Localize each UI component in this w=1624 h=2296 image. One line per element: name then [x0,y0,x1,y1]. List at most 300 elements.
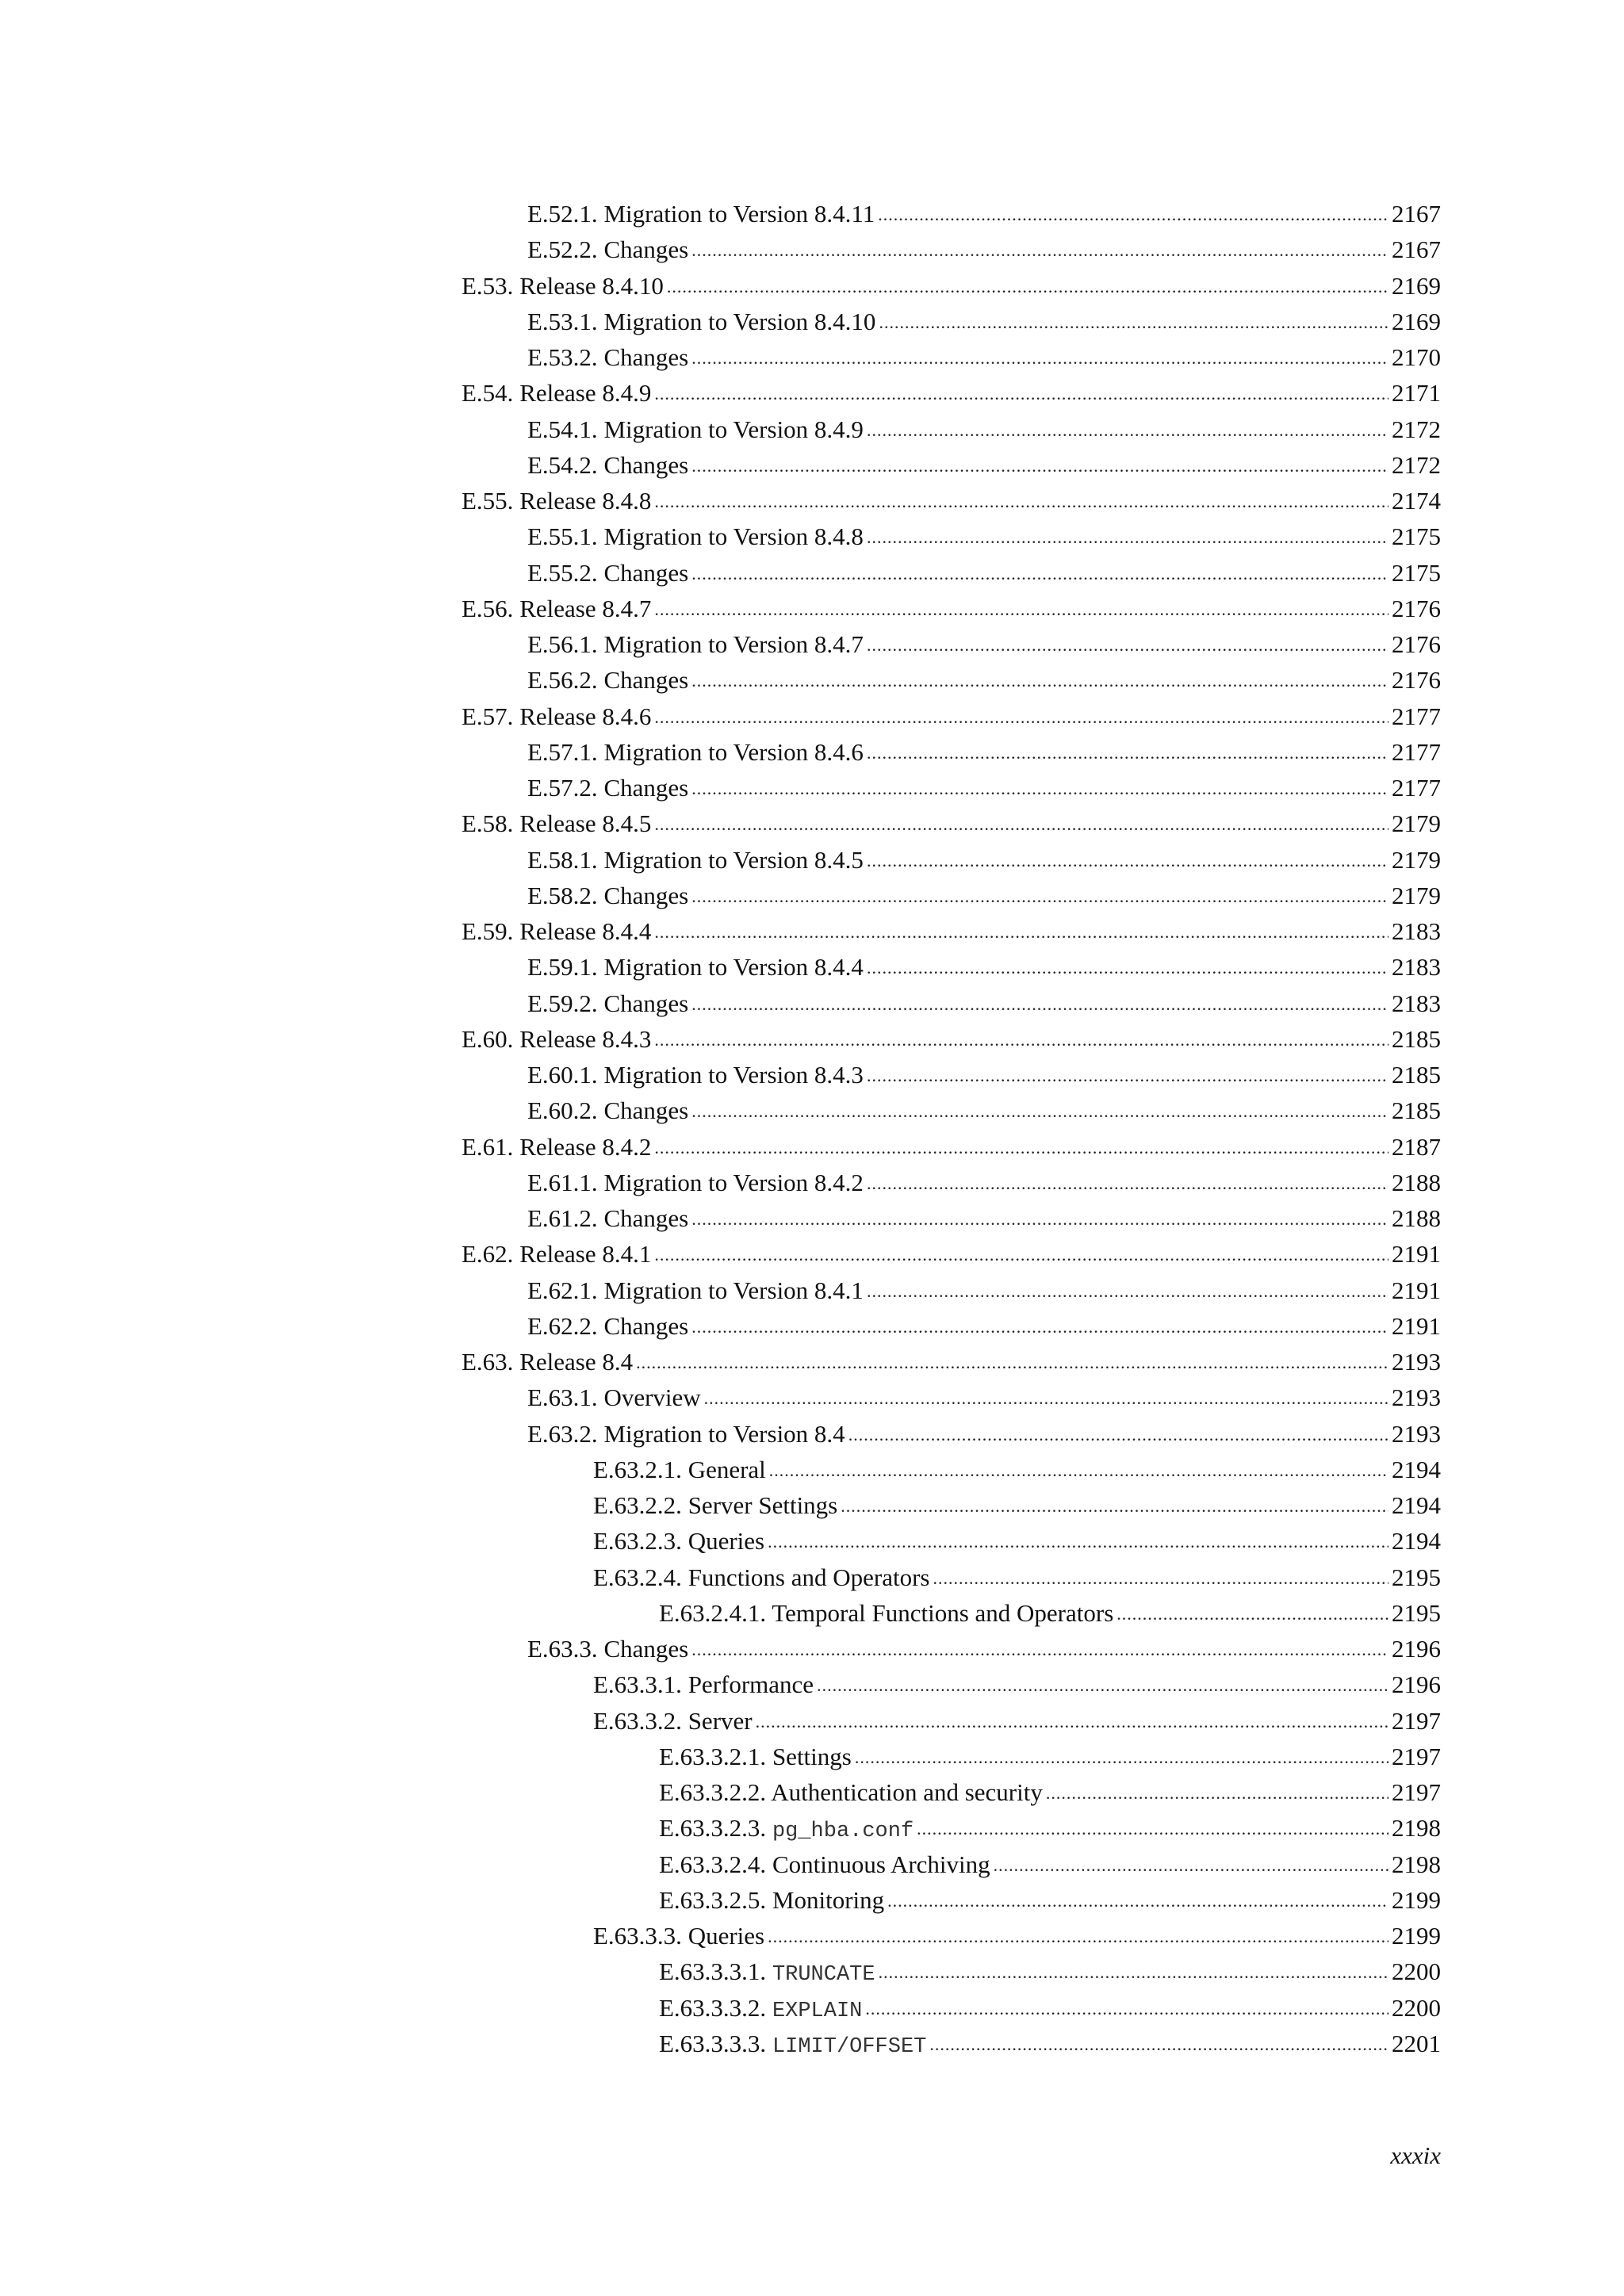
toc-entry[interactable] [527,448,1441,483]
toc-entry-title: Migration to Version 8.4.10 [603,308,876,335]
toc-entry-label [462,591,651,626]
toc-entry-number: E.63.3.2.2. [659,1778,767,1806]
dot-leader [867,1166,1388,1201]
dot-leader [879,305,1388,340]
toc-entry-label [462,914,651,949]
toc-entry-title: Migration to Version 8.4.3 [603,1061,864,1089]
toc-entry-label [527,1273,864,1308]
toc-entry[interactable] [462,914,1441,949]
toc-entry-page: 2183 [1392,953,1441,981]
toc-entry-title: Overview [603,1383,701,1411]
toc-entry-number: E.61.2. [527,1204,598,1232]
toc-entry-label [593,1452,766,1487]
toc-entry-title: Migration to Version 8.4.9 [603,415,864,443]
toc-entry[interactable] [527,735,1441,770]
dot-leader [855,1740,1388,1775]
dot-leader [654,592,1388,627]
toc-entry[interactable] [659,1596,1441,1631]
toc-entry-number: E.61. [462,1133,514,1161]
toc-entry-page: 2185 [1392,1061,1441,1089]
toc-entry-page: 2171 [1392,379,1441,407]
toc-entry[interactable] [593,1488,1441,1523]
toc-entry-label [527,1058,864,1093]
toc-entry-number: E.63. [462,1348,514,1376]
toc-entry-page: 2170 [1392,343,1441,371]
toc-entry[interactable] [462,1237,1441,1272]
toc-entry-label [593,1667,814,1702]
dot-leader [867,951,1388,985]
toc-entry-title: Release 8.4.6 [519,702,652,730]
toc-entry-title: Migration to Version 8.4.11 [603,200,875,228]
toc-entry-page: 2176 [1392,666,1441,694]
toc-entry-page: 2194 [1392,1456,1441,1483]
dot-leader [917,1812,1388,1846]
toc-entry-label [527,663,688,698]
toc-entry[interactable] [593,1919,1441,1954]
toc-entry-title: Queries [688,1527,765,1555]
dot-leader [878,197,1388,232]
toc-entry-number: E.52.1. [527,200,598,228]
toc-entry-page: 2196 [1392,1635,1441,1663]
toc-entry-page: 2176 [1392,630,1441,658]
toc-entry-number: E.55.2. [527,559,598,587]
toc-entry-number: E.59.2. [527,989,598,1017]
toc-entry-label [527,1201,688,1236]
toc-entry[interactable] [527,304,1441,339]
toc-entry-page: 2200 [1392,1957,1441,1985]
toc-entry-page: 2197 [1392,1707,1441,1735]
toc-entry-title: Settings [772,1743,852,1770]
toc-entry-page: 2191 [1392,1240,1441,1268]
toc-entry[interactable] [527,843,1441,878]
toc-entry-label [593,1704,753,1739]
toc-entry-number: E.55.1. [527,522,598,550]
toc-entry-title: General [688,1456,766,1483]
toc-entry-number: E.52.2. [527,235,598,263]
dot-leader [654,1131,1388,1165]
toc-entry[interactable] [593,1667,1441,1702]
dot-leader [867,413,1388,448]
dot-leader [654,807,1388,842]
toc-entry-page: 2169 [1392,308,1441,335]
toc-entry-number: E.63.3.2.4. [659,1850,767,1878]
toc-entry[interactable] [659,2026,1441,2061]
dot-leader [636,1345,1388,1380]
toc-entry-label [659,1775,1043,1810]
dot-leader [654,1238,1388,1272]
toc-entry[interactable] [527,663,1441,698]
toc-entry-title: Changes [603,989,689,1017]
toc-entry-page: 2167 [1392,200,1441,228]
dot-leader [691,233,1388,268]
toc-entry-label [527,1417,845,1452]
toc-entry-label [527,556,688,591]
toc-entry-title: Server [688,1707,753,1735]
toc-entry[interactable] [527,1058,1441,1093]
dot-leader [691,771,1388,806]
toc-entry[interactable] [527,986,1441,1021]
toc-entry-title: Changes [603,666,689,694]
toc-entry-page: 2199 [1392,1922,1441,1950]
toc-entry-label [527,1165,864,1200]
toc-entry-number: E.54.1. [527,415,598,443]
dot-leader [691,879,1388,914]
toc-entry-label [527,1093,688,1128]
dot-leader [994,1848,1388,1883]
toc-entry-page: 2176 [1392,595,1441,622]
toc-entry[interactable] [527,340,1441,375]
toc-entry[interactable] [527,556,1441,591]
dot-leader [841,1489,1388,1524]
dot-leader [654,484,1388,519]
toc-entry-label [527,1632,688,1667]
dot-leader [1116,1597,1388,1632]
dot-leader [691,1094,1388,1129]
toc-entry-title: Release 8.4.8 [519,487,652,515]
toc-entry-page: 2185 [1392,1096,1441,1124]
page-number: xxxix [1390,2141,1441,2169]
toc-entry-title: Changes [603,774,689,802]
toc-entry-page: 2193 [1392,1383,1441,1411]
toc-entry-title: Release 8.4.5 [519,809,652,837]
toc-entry-page: 2191 [1392,1276,1441,1304]
toc-entry[interactable] [527,1201,1441,1236]
toc-entry-number: E.62. [462,1240,514,1268]
toc-entry-label [659,1991,862,2029]
toc-entry[interactable] [659,1883,1441,1918]
toc-entry[interactable] [593,1704,1441,1739]
toc-entry-label [527,340,688,375]
dot-leader [654,377,1388,411]
toc-entry-title: Release 8.4.2 [519,1133,652,1161]
toc-entry-label [527,412,864,447]
toc-entry-title: TRUNCATE [772,1963,875,1987]
toc-entry-number: E.61.1. [527,1169,598,1196]
toc-entry-number: E.54.2. [527,451,598,479]
toc-entry-number: E.58.1. [527,846,598,874]
toc-entry-title: pg_hba.conf [772,1820,914,1843]
toc-entry-label [527,1309,688,1344]
toc-entry-label [527,448,688,483]
toc-entry-page: 2191 [1392,1312,1441,1340]
toc-entry-number: E.56.2. [527,666,598,694]
dot-leader [654,915,1388,950]
toc-entry-title: Release 8.4.9 [519,379,652,407]
dot-leader [867,628,1388,663]
toc-entry[interactable] [659,1847,1441,1882]
toc-entry-page: 2194 [1392,1491,1441,1519]
dot-leader [867,1274,1388,1309]
toc-entry-label [527,771,688,806]
toc-entry[interactable] [527,197,1441,232]
toc-entry-title: Changes [603,235,689,263]
toc-entry-label [462,1022,651,1057]
toc-entry-page: 2183 [1392,989,1441,1017]
toc-entry-page: 2201 [1392,2030,1441,2057]
toc-entry[interactable] [527,1093,1441,1128]
toc-entry-label [462,269,664,304]
toc-entry[interactable] [462,1130,1441,1165]
toc-entry-label [593,1488,837,1523]
toc-entry-number: E.53.1. [527,308,598,335]
toc-entry[interactable] [527,1309,1441,1344]
toc-entry-title: Authentication and security [771,1778,1043,1806]
dot-leader [691,449,1388,484]
dot-leader [929,2027,1388,2062]
toc-entry-page: 2172 [1392,415,1441,443]
toc-entry[interactable] [462,269,1441,304]
toc-entry-number: E.55. [462,487,514,515]
toc-entry-number: E.63.2.4.1. [659,1599,767,1627]
toc-entry-title: Release 8.4.3 [519,1025,652,1053]
toc-entry-page: 2183 [1392,917,1441,945]
toc-entry-label [527,304,875,339]
toc-entry-title: Changes [603,343,689,371]
toc-entry-number: E.63.2.3. [593,1527,682,1555]
toc-entry-number: E.57.1. [527,738,598,766]
toc-entry[interactable] [462,1022,1441,1057]
toc-entry[interactable] [527,1380,1441,1415]
dot-leader [887,1884,1388,1919]
toc-entry[interactable] [527,950,1441,985]
toc-entry-number: E.53. [462,272,514,300]
dot-leader [848,1418,1388,1452]
toc-entry-title: Queries [688,1922,765,1950]
toc-entry-label [593,1524,764,1559]
toc-entry-number: E.63.3.1. [593,1670,682,1698]
toc-entry-page: 2187 [1392,1133,1441,1161]
toc-entry-label [462,1345,633,1380]
toc-entry-page: 2197 [1392,1743,1441,1770]
dot-leader [879,1955,1388,1990]
toc-entry-title: Migration to Version 8.4.1 [603,1276,864,1304]
toc-entry-title: Changes [603,559,689,587]
toc-entry-number: E.63.2.4. [593,1563,682,1591]
toc-entry[interactable] [527,771,1441,806]
toc-entry-label [462,1130,651,1165]
dot-leader [817,1668,1388,1703]
toc-entry-number: E.54. [462,379,514,407]
toc-entry-number: E.60. [462,1025,514,1053]
toc-entry-label [527,519,864,554]
toc-entry-title: Migration to Version 8.4.5 [603,846,864,874]
toc-entry-label [462,1237,651,1272]
toc-entry-title: Migration to Version 8.4.2 [603,1169,864,1196]
dot-leader [933,1561,1388,1596]
toc-entry[interactable] [659,1991,1441,2026]
toc-entry-number: E.56.1. [527,630,598,658]
dot-leader [654,1023,1388,1058]
toc-entry-title: Migration to Version 8.4.6 [603,738,864,766]
toc-entry-label [527,627,864,662]
toc-entry-number: E.59.1. [527,953,598,981]
toc-entry-title: Functions and Operators [688,1563,930,1591]
toc-entry[interactable] [527,1273,1441,1308]
toc-entry-page: 2196 [1392,1670,1441,1698]
toc-entry-label [593,1919,764,1954]
toc-entry-title: LIMIT/OFFSET [772,2035,927,2059]
toc-entry-title: Changes [603,1204,689,1232]
toc-entry-page: 2197 [1392,1778,1441,1806]
toc-entry-title: Temporal Functions and Operators [772,1599,1114,1627]
toc-entry-label [659,1739,852,1774]
dot-leader [691,1310,1388,1345]
dot-leader [691,1202,1388,1237]
toc-entry-number: E.63.3.3. [593,1922,682,1950]
dot-leader [704,1381,1388,1416]
toc-entry-label [527,843,864,878]
toc-entry-title: Release 8.4.4 [519,917,652,945]
toc-entry[interactable] [593,1452,1441,1487]
toc-entry-title: Migration to Version 8.4.8 [603,522,864,550]
toc-entry-page: 2177 [1392,774,1441,802]
toc-entry-label [527,986,688,1021]
toc-entry-number: E.57. [462,702,514,730]
dot-leader [768,1919,1388,1954]
dot-leader [691,341,1388,376]
toc-entry-page: 2193 [1392,1348,1441,1376]
toc-entry-number: E.57.2. [527,774,598,802]
toc-entry-title: Migration to Version 8.4 [603,1420,845,1448]
toc-entry-page: 2185 [1392,1025,1441,1053]
toc-entry-title: Performance [688,1670,814,1698]
dot-leader [756,1705,1388,1739]
toc-entry[interactable] [659,1811,1441,1846]
toc-entry[interactable] [462,699,1441,734]
toc-entry-label [659,1954,875,1992]
toc-entry-label [527,1380,701,1415]
toc-entry[interactable] [659,1775,1441,1810]
toc-entry-page: 2174 [1392,487,1441,515]
dot-leader [691,664,1388,698]
toc-entry-label [659,1811,914,1849]
toc-entry-page: 2193 [1392,1420,1441,1448]
toc-entry-number: E.59. [462,917,514,945]
toc-entry-page: 2194 [1392,1527,1441,1555]
toc-entry[interactable] [593,1560,1441,1595]
toc-entry-title: Server Settings [688,1491,838,1519]
toc-entry[interactable] [462,591,1441,626]
toc-entry-page: 2199 [1392,1886,1441,1914]
toc-entry[interactable] [527,627,1441,662]
toc-entry-page: 2198 [1392,1850,1441,1878]
dot-leader [654,700,1388,735]
toc-entry-page: 2188 [1392,1204,1441,1232]
toc-entry-label [659,2026,926,2064]
toc-entry-label [462,484,651,519]
toc-entry-page: 2177 [1392,702,1441,730]
toc-entry-label [593,1560,929,1595]
toc-entry[interactable] [462,1345,1441,1380]
toc-entry-title: Release 8.4.10 [519,272,664,300]
toc-entry-label [527,878,688,913]
toc-entry-label [659,1883,884,1918]
toc-entry[interactable] [659,1739,1441,1774]
toc-entry-number: E.63.1. [527,1383,598,1411]
toc-entry-title: Changes [603,451,689,479]
dot-leader [768,1525,1388,1559]
toc-entry-number: E.58. [462,809,514,837]
toc-entry-label [462,376,651,411]
toc-entry-number: E.58.2. [527,882,598,909]
toc-entry[interactable] [527,232,1441,267]
dot-leader [867,1058,1388,1093]
toc-entry-page: 2179 [1392,846,1441,874]
toc-entry[interactable] [593,1524,1441,1559]
toc-entry-number: E.56. [462,595,514,622]
dot-leader [667,270,1388,304]
dot-leader [867,844,1388,878]
toc-entry-title: EXPLAIN [772,1999,863,2023]
toc-entry[interactable] [527,519,1441,554]
toc-entry-title: Migration to Version 8.4.7 [603,630,864,658]
toc-entry-number: E.63.3.2. [593,1707,682,1735]
toc-entry-title: Release 8.4 [519,1348,634,1376]
toc-entry[interactable] [462,484,1441,519]
toc-entry-page: 2198 [1392,1814,1441,1842]
toc-entry-label [462,699,651,734]
toc-entry-number: E.60.1. [527,1061,598,1089]
toc-entry-page: 2169 [1392,272,1441,300]
toc-entry-number: E.63.2.2. [593,1491,682,1519]
toc-entry-number: E.53.2. [527,343,598,371]
toc-entry[interactable] [527,878,1441,913]
toc-entry-page: 2179 [1392,882,1441,909]
dot-leader [691,987,1388,1022]
toc-entry-number: E.63.3.2.3. [659,1814,767,1842]
toc-entry-title: Release 8.4.1 [519,1240,652,1268]
dot-leader [867,520,1388,555]
toc-entry-title: Release 8.4.7 [519,595,652,622]
toc-entry-title: Changes [603,882,689,909]
toc-entry-number: E.63.3. [527,1635,598,1663]
toc-entry-title: Migration to Version 8.4.4 [603,953,864,981]
toc-entry-title: Changes [603,1635,689,1663]
dot-leader [691,1632,1388,1667]
toc-entry-number: E.62.1. [527,1276,598,1304]
toc-entry-page: 2172 [1392,451,1441,479]
toc-entry-page: 2177 [1392,738,1441,766]
toc-entry-page: 2175 [1392,559,1441,587]
toc-entry-number: E.63.3.3.1. [659,1957,767,1985]
toc-entry-label [527,950,864,985]
toc-entry-number: E.63.3.3.2. [659,1994,767,2022]
toc-entry-number: E.63.2.1. [593,1456,682,1483]
dot-leader [769,1453,1388,1488]
dot-leader [865,1992,1388,2026]
toc-entry[interactable] [462,806,1441,841]
toc-entry[interactable] [527,1417,1441,1452]
toc-entry-page: 2179 [1392,809,1441,837]
dot-leader [691,557,1388,591]
toc-entry-label [527,232,688,267]
toc-entry-page: 2188 [1392,1169,1441,1196]
toc-entry-number: E.63.3.2.5. [659,1886,767,1914]
toc-entry-label [527,197,875,232]
toc-entry[interactable] [462,376,1441,411]
toc-entry-number: E.62.2. [527,1312,598,1340]
toc-entry[interactable] [527,1632,1441,1667]
toc-entry[interactable] [527,1165,1441,1200]
toc-entry-label [659,1847,990,1882]
toc-entry-page: 2195 [1392,1599,1441,1627]
dot-leader [1046,1776,1388,1811]
toc-entry[interactable] [527,412,1441,447]
toc-entry-title: Changes [603,1312,689,1340]
dot-leader [867,736,1388,771]
toc-entry[interactable] [659,1954,1441,1989]
toc-entry-label [527,735,864,770]
